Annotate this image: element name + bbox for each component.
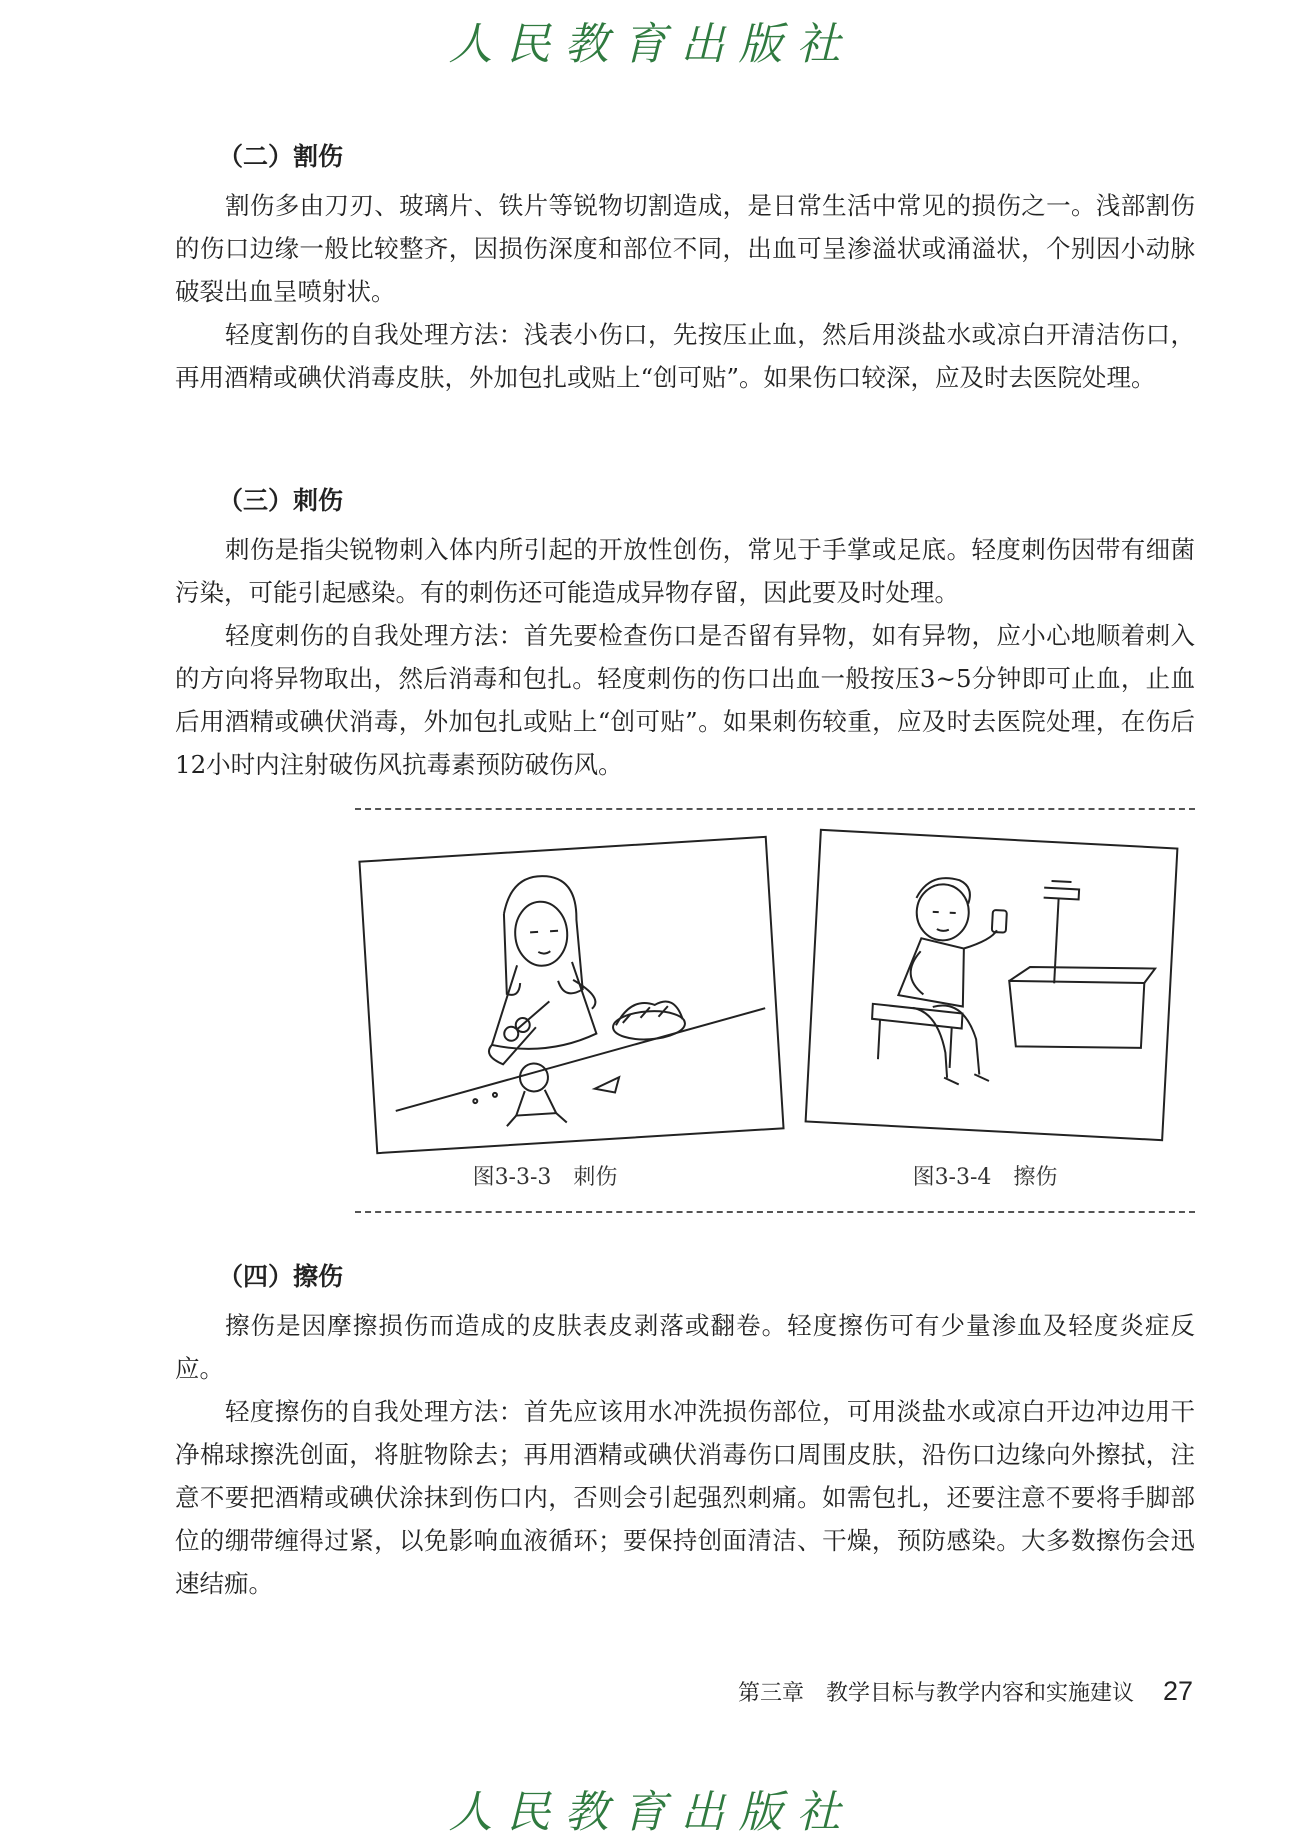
divider-bottom — [355, 1211, 1195, 1213]
chapter-title: 第三章 教学目标与教学内容和实施建议 — [737, 1681, 1134, 1706]
boy-cleaning-wound-drawing — [807, 831, 1177, 1139]
divider-top — [355, 808, 1195, 810]
figure-band — [355, 808, 1195, 1218]
page-number: 27 — [1162, 1676, 1193, 1706]
paragraph: 轻度刺伤的自我处理方法：首先要检查伤口是否留有异物，如有异物，应小心地顺着刺入的方向将异物取出，然后消毒和包扎。轻度刺伤的伤口出血一般按压3~5分钟即可止血，止血后用酒精或碘伏消毒，外加包扎或贴上“创可贴”。如果刺伤较重，应及时去医院处理，在伤后12小时内注射破伤风抗毒素预防破伤风。 — [175, 621, 1195, 779]
figure-caption: 图3-3-4 擦伤 — [912, 1165, 1058, 1190]
page-footer — [738, 1676, 1193, 1707]
figure-puncture-illustration — [358, 836, 784, 1154]
girl-with-scissors-drawing — [361, 838, 783, 1152]
section-heading: （三）刺伤 — [218, 486, 344, 515]
figure-caption: 图3-3-3 刺伤 — [472, 1165, 618, 1190]
section-cuts — [175, 138, 1195, 399]
paragraph: 刺伤是指尖锐物刺入体内所引起的开放性创伤，常见于手掌或足底。轻度刺伤因带有细菌污染，可能引起感染。有的刺伤还可能造成异物存留，因此要及时处理。 — [175, 535, 1195, 607]
section-heading: （四）擦伤 — [218, 1262, 344, 1291]
figure-abrasion-illustration — [805, 829, 1179, 1141]
paragraph: 擦伤是因摩擦损伤而造成的皮肤表皮剥落或翻卷。轻度擦伤可有少量渗血及轻度炎症反应。 — [175, 1311, 1195, 1383]
paragraph: 割伤多由刀刃、玻璃片、铁片等锐物切割造成，是日常生活中常见的损伤之一。浅部割伤的伤口边缘一般比较整齐，因损伤深度和部位不同，出血可呈渗溢状或涌溢状，个别因小动脉破裂出血呈喷射状。 — [175, 191, 1195, 306]
section-heading: （二）割伤 — [218, 142, 344, 171]
paragraph: 轻度擦伤的自我处理方法：首先应该用水冲洗损伤部位，可用淡盐水或凉白开边冲边用干净棉球擦洗创面，将脏物除去；再用酒精或碘伏消毒伤口周围皮肤，沿伤口边缘向外擦拭，注意不要把酒精或碘伏涂抹到伤口内，否则会引起强烈刺痛。如需包扎，还要注意不要将手脚部位的绷带缠得过紧，以免影响血液循环；要保持创面清洁、干燥，预防感染。大多数擦伤会迅速结痂。 — [175, 1397, 1195, 1598]
section-abrasions — [175, 1258, 1195, 1605]
section-punctures — [175, 482, 1195, 786]
publisher-logo-bottom: 人民教育出版社 — [448, 1787, 855, 1838]
publisher-logo-top: 人民教育出版社 — [448, 19, 855, 70]
paragraph: 轻度割伤的自我处理方法：浅表小伤口，先按压止血，然后用淡盐水或凉白开清洁伤口，再用酒精或碘伏消毒皮肤，外加包扎或贴上“创可贴”。如果伤口较深，应及时去医院处理。 — [175, 320, 1195, 392]
